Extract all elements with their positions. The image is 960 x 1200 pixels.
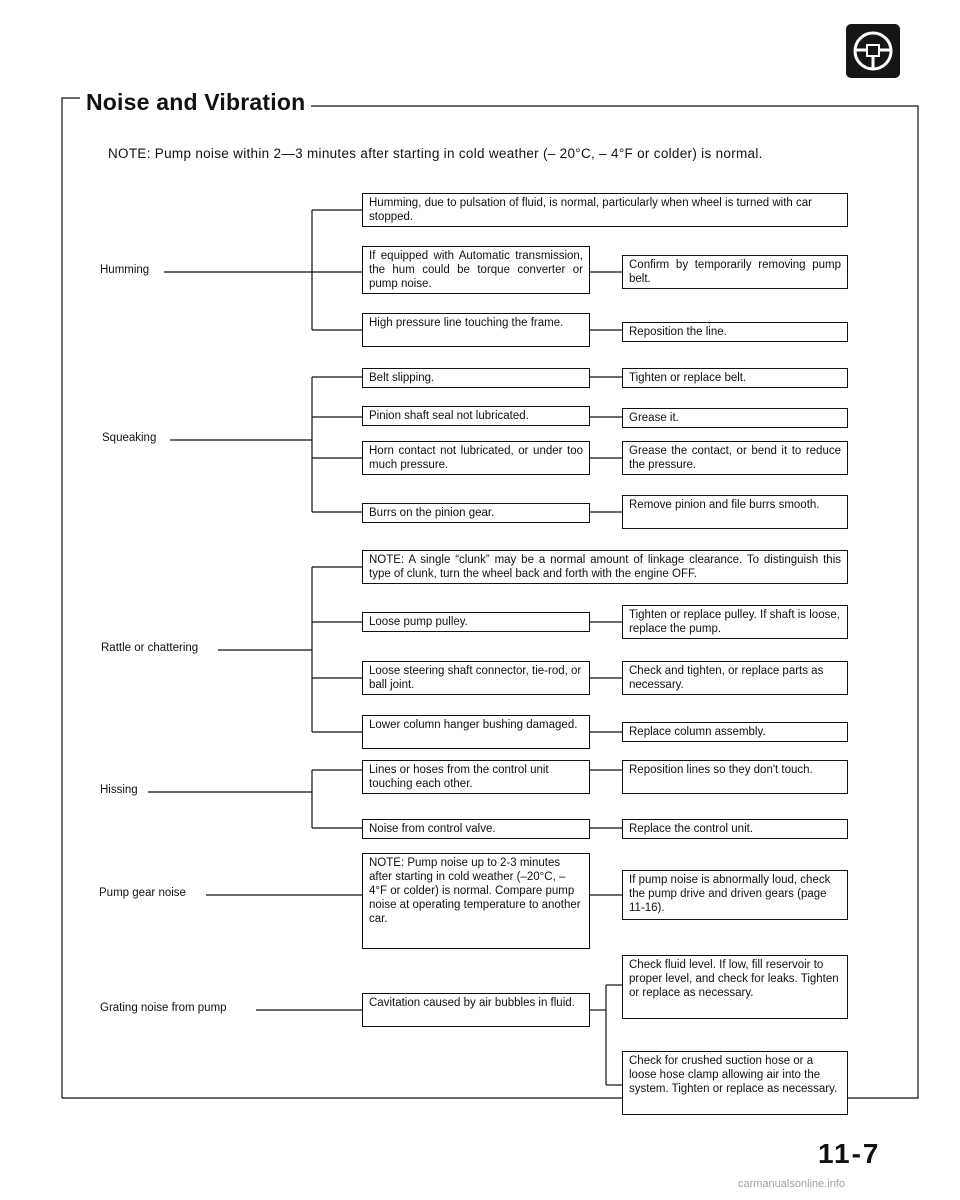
- humming-cause-line: High pressure line touching the frame.: [362, 313, 590, 347]
- rattle-remedy-connector: Check and tighten, or replace parts as necessary.: [622, 661, 848, 695]
- hiss-remedy-lines: Reposition lines so they don't touch.: [622, 760, 848, 794]
- squeak-remedy-grease: Grease it.: [622, 408, 848, 428]
- squeak-cause-burrs: Burrs on the pinion gear.: [362, 503, 590, 523]
- watermark: carmanualsonline.info: [738, 1178, 846, 1190]
- pump-gear-remedy: If pump noise is abnormally loud, check the pump drive and driven gears (page 11-16).: [622, 870, 848, 920]
- rattle-cause-bushing: Lower column hanger bushing damaged.: [362, 715, 590, 749]
- steering-wheel-icon: [846, 24, 900, 78]
- category-grating-noise: Grating noise from pump: [100, 1002, 233, 1014]
- squeak-remedy-burrs: Remove pinion and file burrs smooth.: [622, 495, 848, 529]
- page-title: Noise and Vibration: [86, 88, 311, 116]
- humming-remedy-belt: Confirm by temporarily removing pump belt.: [622, 255, 848, 289]
- category-pump-gear-noise: Pump gear noise: [99, 887, 192, 899]
- hiss-cause-valve: Noise from control valve.: [362, 819, 590, 839]
- grating-cause-cavitation: Cavitation caused by air bubbles in fluid.: [362, 993, 590, 1027]
- category-hissing: Hissing: [100, 784, 144, 796]
- rattle-cause-connector: Loose steering shaft connector, tie-rod, or ball joint.: [362, 661, 590, 695]
- category-humming: Humming: [100, 264, 155, 276]
- rattle-note: NOTE: A single “clunk” may be a normal amount of linkage clearance. To distinguish this type of clunk, turn the wheel back and forth with the engine OFF.: [362, 550, 848, 584]
- grating-remedy-fluid: Check fluid level. If low, fill reservoir to proper level, and check for leaks. Tighten or replace as necessary.: [622, 955, 848, 1019]
- frame-left-top: [62, 98, 80, 1098]
- rattle-remedy-column: Replace column assembly.: [622, 722, 848, 742]
- category-rattle: Rattle or chattering: [101, 642, 204, 654]
- squeak-cause-horn: Horn contact not lubricated, or under too much pressure.: [362, 441, 590, 475]
- humming-cause-normal: Humming, due to pulsation of fluid, is normal, particularly when wheel is turned with car stopped.: [362, 193, 848, 227]
- page-number: 11-7: [818, 1138, 881, 1169]
- grating-remedy-hose: Check for crushed suction hose or a loose hose clamp allowing air into the system. Tighten or replace as necessary.: [622, 1051, 848, 1115]
- squeak-cause-belt: Belt slipping.: [362, 368, 590, 388]
- general-note: NOTE: Pump noise within 2—3 minutes after starting in cold weather (– 20°C, – 4°F or colder) is normal.: [108, 146, 763, 161]
- pump-gear-note: NOTE: Pump noise up to 2-3 minutes after starting in cold weather (–20°C, –4°F or colder) is normal. Compare pump noise at operating temperature to another car.: [362, 853, 590, 949]
- squeak-remedy-belt: Tighten or replace belt.: [622, 368, 848, 388]
- hiss-cause-lines: Lines or hoses from the control unit touching each other.: [362, 760, 590, 794]
- squeak-remedy-horn: Grease the contact, or bend it to reduce the pressure.: [622, 441, 848, 475]
- hiss-remedy-control-unit: Replace the control unit.: [622, 819, 848, 839]
- rattle-remedy-pulley: Tighten or replace pulley. If shaft is loose, replace the pump.: [622, 605, 848, 639]
- humming-cause-automatic: If equipped with Automatic transmission, the hum could be torque converter or pump noise.: [362, 246, 590, 294]
- category-squeaking: Squeaking: [102, 432, 162, 444]
- humming-remedy-line: Reposition the line.: [622, 322, 848, 342]
- squeak-cause-seal: Pinion shaft seal not lubricated.: [362, 406, 590, 426]
- rattle-cause-pulley: Loose pump pulley.: [362, 612, 590, 632]
